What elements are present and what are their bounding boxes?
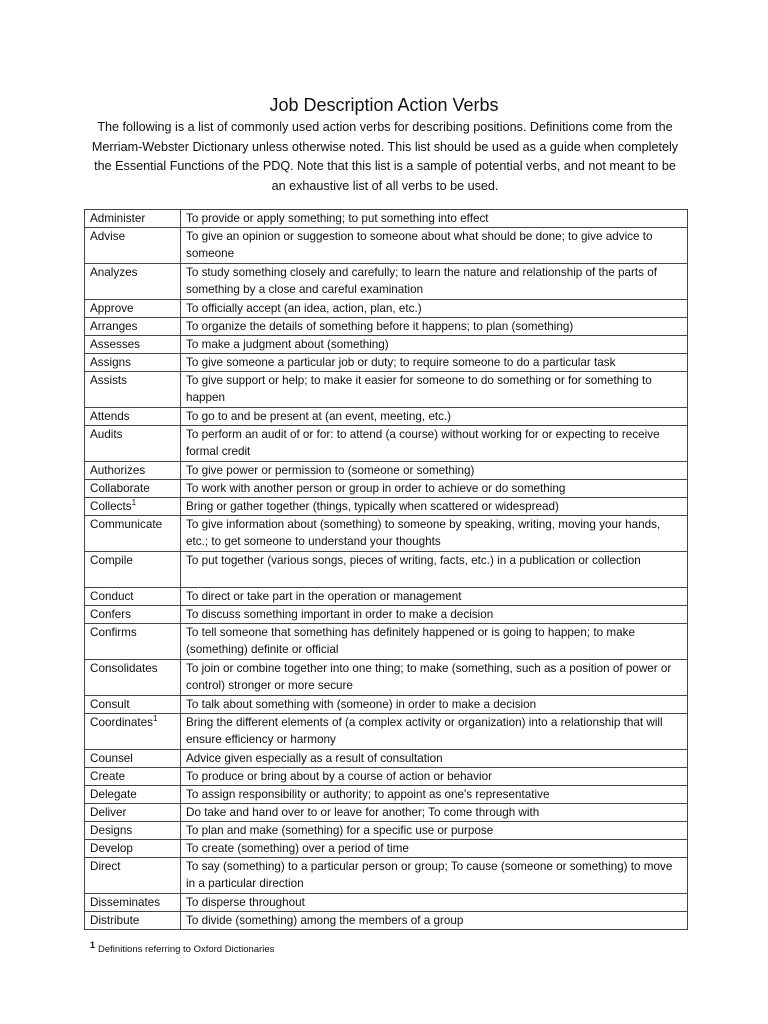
- table-row: [85, 588, 688, 606]
- verb-term: Conduct: [90, 590, 134, 603]
- definition-cell: To give information about (something) to someone by speaking, writing, moving your hands, etc.; to get someone to understand your thoughts: [181, 516, 688, 552]
- definition-cell: To direct or take part in the operation or management: [181, 588, 688, 606]
- definition-cell: To perform an audit of or for: to attend (a course) without working for or expecting to receive formal credit: [181, 426, 688, 462]
- table-row: [85, 912, 688, 930]
- definition-cell: To give an opinion or suggestion to someone about what should be done; to give advice to someone: [181, 228, 688, 264]
- verb-term: Audits: [90, 428, 123, 441]
- verb-cell: [85, 408, 181, 426]
- definition-cell: To put together (various songs, pieces of writing, facts, etc.) in a publication or collection: [181, 552, 688, 588]
- verb-cell: [85, 336, 181, 354]
- verb-cell: [85, 552, 181, 588]
- definition-cell: To give someone a particular job or duty; to require someone to do a particular task: [181, 354, 688, 372]
- table-row: [85, 822, 688, 840]
- table-row: [85, 336, 688, 354]
- table-row: [85, 606, 688, 624]
- table-row: [85, 660, 688, 696]
- definition-cell: To talk about something with (someone) in order to make a decision: [181, 696, 688, 714]
- verb-term: Administer: [90, 212, 146, 225]
- verb-cell: [85, 660, 181, 696]
- verb-cell: [85, 426, 181, 462]
- verb-term: Develop: [90, 842, 133, 855]
- verb-cell: [85, 516, 181, 552]
- table-row: [85, 264, 688, 300]
- table-row: [85, 894, 688, 912]
- verb-term: Counsel: [90, 752, 133, 765]
- definition-cell: Bring the different elements of (a complex activity or organization) into a relationship that will ensure efficiency or harmony: [181, 714, 688, 750]
- definition-cell: To go to and be present at (an event, meeting, etc.): [181, 408, 688, 426]
- verb-cell: [85, 624, 181, 660]
- page-title: Job Description Action Verbs: [269, 95, 499, 115]
- table-row: [85, 354, 688, 372]
- table-row: [85, 426, 688, 462]
- table-row: [85, 516, 688, 552]
- table-row: [85, 462, 688, 480]
- verb-term: Analyzes: [90, 266, 138, 279]
- verb-cell: [85, 840, 181, 858]
- definition-cell: Bring or gather together (things, typically when scattered or widespread): [181, 498, 688, 516]
- verb-term: Coordinates: [90, 716, 154, 729]
- footnote-reference: 1: [153, 714, 158, 724]
- verb-term: Direct: [90, 860, 121, 873]
- intro-paragraph: The following is a list of commonly used action verbs for describing positions. Definitions come from the Merriam-Webster Dictionary unless otherwise noted. This list should be used as a guide when completely the Essential Functions of the PDQ. Note that this list is a sample of potential verbs, and not meant to be an exhaustive list of all verbs to be used.: [91, 120, 679, 193]
- definition-cell: To work with another person or group in order to achieve or do something: [181, 480, 688, 498]
- definition-cell: To make a judgment about (something): [181, 336, 688, 354]
- verb-cell: [85, 372, 181, 408]
- verb-term: Communicate: [90, 518, 163, 531]
- action-verbs-table: [84, 209, 688, 930]
- table-row: [85, 804, 688, 822]
- table-row: [85, 786, 688, 804]
- footnote-marker: 1: [90, 939, 96, 950]
- verb-term: Attends: [90, 410, 130, 423]
- definition-cell: To give support or help; to make it easier for someone to do something or for something to happen: [181, 372, 688, 408]
- verb-cell: [85, 264, 181, 300]
- verb-term: Consult: [90, 698, 130, 711]
- verb-cell: [85, 858, 181, 894]
- table-row: [85, 750, 688, 768]
- definition-cell: To create (something) over a period of time: [181, 840, 688, 858]
- verb-term: Collects: [90, 500, 132, 513]
- verb-term: Collaborate: [90, 482, 150, 495]
- definition-cell: To study something closely and carefully; to learn the nature and relationship of the parts of something by a close and careful examination: [181, 264, 688, 300]
- table-row: [85, 408, 688, 426]
- verb-term: Confers: [90, 608, 131, 621]
- table-row: [85, 372, 688, 408]
- verb-cell: [85, 894, 181, 912]
- verb-cell: [85, 354, 181, 372]
- footnote-reference: 1: [131, 498, 137, 508]
- table-row: [85, 858, 688, 894]
- definition-cell: To plan and make (something) for a specific use or purpose: [181, 822, 688, 840]
- verb-term: Assesses: [90, 338, 141, 351]
- table-row: [85, 318, 688, 336]
- verb-cell: [85, 588, 181, 606]
- verb-term: Assists: [90, 374, 128, 387]
- verb-term: Approve: [90, 302, 134, 315]
- verb-cell: [85, 300, 181, 318]
- table-row: [85, 228, 688, 264]
- definition-cell: To tell someone that something has definitely happened or is going to happen; to make (something) definite or official: [181, 624, 688, 660]
- definition-cell: To join or combine together into one thing; to make (something, such as a position of power or control) stronger or more secure: [181, 660, 688, 696]
- action-verbs-table-body: [85, 210, 688, 930]
- table-row: [85, 768, 688, 786]
- verb-term: Distribute: [90, 914, 140, 927]
- table-row: [85, 624, 688, 660]
- table-row: [85, 210, 688, 228]
- footnote-text: Definitions referring to Oxford Dictionaries: [98, 944, 275, 955]
- verb-term: Deliver: [90, 806, 127, 819]
- footnote: [90, 939, 275, 957]
- table-row: [85, 552, 688, 588]
- verb-term: Disseminates: [90, 896, 161, 909]
- verb-cell: [85, 606, 181, 624]
- definition-cell: To say (something) to a particular person or group; To cause (someone or something) to move in a particular direction: [181, 858, 688, 894]
- verb-cell: [85, 822, 181, 840]
- verb-cell: [85, 750, 181, 768]
- definition-cell: To give power or permission to (someone or something): [181, 462, 688, 480]
- verb-term: Delegate: [90, 788, 137, 801]
- definition-cell: Do take and hand over to or leave for another; To come through with: [181, 804, 688, 822]
- verb-term: Authorizes: [90, 464, 146, 477]
- table-row: [85, 714, 688, 750]
- table-row: [85, 300, 688, 318]
- verb-cell: [85, 210, 181, 228]
- verb-term: Designs: [90, 824, 133, 837]
- definition-cell: To divide (something) among the members of a group: [181, 912, 688, 930]
- verb-term: Consolidates: [90, 662, 158, 675]
- definition-cell: To organize the details of something before it happens; to plan (something): [181, 318, 688, 336]
- definition-cell: To assign responsibility or authority; to appoint as one's representative: [181, 786, 688, 804]
- verb-term: Arranges: [90, 320, 138, 333]
- verb-cell: [85, 804, 181, 822]
- definition-cell: To officially accept (an idea, action, plan, etc.): [181, 300, 688, 318]
- verb-term: Advise: [90, 230, 126, 243]
- verb-cell: [85, 714, 181, 750]
- definition-cell: To discuss something important in order to make a decision: [181, 606, 688, 624]
- definition-cell: To produce or bring about by a course of action or behavior: [181, 768, 688, 786]
- verb-cell: [85, 768, 181, 786]
- definition-cell: Advice given especially as a result of consultation: [181, 750, 688, 768]
- verb-cell: [85, 462, 181, 480]
- table-row: [85, 696, 688, 714]
- table-row: [85, 498, 688, 516]
- verb-cell: [85, 318, 181, 336]
- verb-cell: [85, 228, 181, 264]
- verb-cell: [85, 498, 181, 516]
- verb-cell: [85, 480, 181, 498]
- definition-cell: To disperse throughout: [181, 894, 688, 912]
- verb-term: Compile: [90, 554, 133, 567]
- verb-cell: [85, 696, 181, 714]
- verb-term: Assigns: [90, 356, 131, 369]
- table-row: [85, 840, 688, 858]
- verb-cell: [85, 786, 181, 804]
- table-row: [85, 480, 688, 498]
- verb-term: Create: [90, 770, 126, 783]
- verb-cell: [85, 912, 181, 930]
- definition-cell: To provide or apply something; to put something into effect: [181, 210, 688, 228]
- verb-term: Confirms: [90, 626, 137, 639]
